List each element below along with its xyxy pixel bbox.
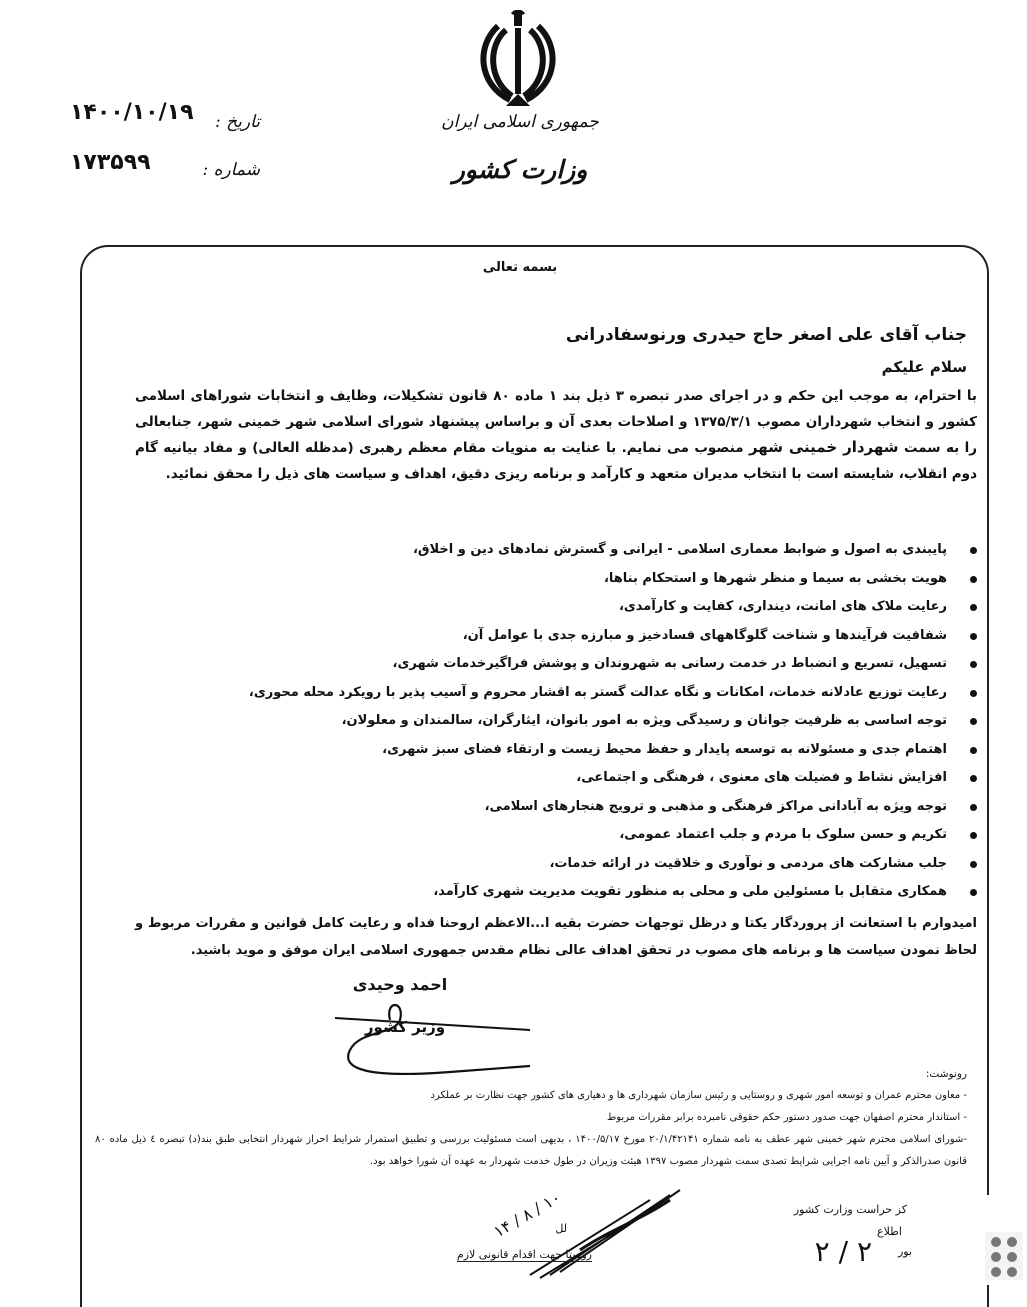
cc-item: - معاون محترم عمران و توسعه امور شهری و روستایی و رئیس سازمان شهرداری ها و دهیاری های کشور جهت نظارت بر عملکرد [430, 1090, 967, 1101]
letter-body [135, 384, 977, 487]
bullet-icon [970, 804, 977, 811]
list-item: همکاری متقابل با مسئولین ملی و محلی به منظور تقویت مدیریت شهری کارآمد، [150, 878, 977, 907]
stamp-security-line: کز حراست وزارت کشور [793, 1203, 907, 1216]
bullet-icon [970, 633, 977, 640]
list-item: توجه ویژه به آبادانی مراکز فرهنگی و مذهبی و ترویج هنجارهای اسلامی، [150, 793, 977, 822]
list-item: افزایش نشاط و فضیلت های معنوی ، فرهنگی و اجتماعی، [150, 764, 977, 793]
body-part-2: منصوب می نمایم. با عنایت به منویات مقام معظم رهبری (مدظله العالی) و مفاد بیانیه گام دوم انقلاب، شایسته است با انتخاب مدیران متعهد و کارآمد و برنامه ریزی دقیق، اهداف و سیاست های ذیل را محقق نمائید. [135, 440, 977, 482]
bullet-icon [970, 747, 977, 754]
greeting: سلام علیکم [881, 358, 967, 376]
bullet-icon [970, 576, 977, 583]
emblem-of-iran-icon [478, 10, 558, 110]
bullet-icon [970, 661, 977, 668]
number-label: شماره : [202, 160, 260, 180]
list-item: توجه اساسی به ظرفیت جوانان و رسیدگی ویژه به امور بانوان، ایثارگران، سالمندان و معلولان، [150, 707, 977, 736]
handwritten-date: ۱۰ / ۸ / ۱۴ [490, 1187, 564, 1242]
bullet-icon [970, 604, 977, 611]
legal-action-note: روستا جهت اقدام قانونی لازم [456, 1248, 592, 1261]
basmala: بسمه تعالی [482, 260, 558, 275]
addressee: جناب آقای علی اصغر حاج حیدری ورنوسفادرانی [565, 325, 967, 345]
date-value: ۱۴۰۰/۱۰/۱۹ [70, 100, 194, 125]
bullet-icon [970, 690, 977, 697]
ministry-line: وزارت کشور [452, 155, 588, 184]
number-value: ۱۷۳۵۹۹ [70, 150, 151, 175]
grid-dots-icon[interactable] [985, 1232, 1023, 1280]
bullet-icon [970, 718, 977, 725]
list-item: تسهیل، تسریع و انضباط در خدمت رسانی به شهروندان و پوشش فراگیرخدمات شهری، [150, 650, 977, 679]
closing-paragraph: امیدوارم با استعانت از پروردگار یکتا و درظل توجهات حضرت بقیه ا...الاعظم اروحنا فداه و رعایت کامل قوانین و مقررات مربوط و لحاظ نمودن سیاست ها و برنامه های مصوب در تحقق اهداف عالی نظام مقدس جمهوری اسلامی ایران موفق و موید باشید. [135, 916, 977, 958]
policy-list [150, 536, 977, 907]
list-item: تکریم و حسن سلوک با مردم و جلب اعتماد عمومی، [150, 821, 977, 850]
list-item: رعایت توزیع عادلانه خدمات، امکانات و نگاه عدالت گستر به اقشار محروم و آسیب پذیر با رویکرد محله محوری، [150, 679, 977, 708]
stamp-info-line: اطلاع [877, 1225, 902, 1238]
bullet-icon [970, 547, 977, 554]
bullet-icon [970, 861, 977, 868]
signer-title: وزیر کشور [364, 1018, 446, 1036]
date-label: تاریخ : [215, 112, 260, 132]
body-part-1: با احترام، به موجب این حکم و در اجرای صدر تبصره ۳ ذیل بند ۱ ماده ۸۰ قانون تشکیلات، وظایف و انتخابات شوراهای اسلامی کشور و انتخاب شهرداران مصوب ۱۳۷۵/۳/۱ و اصلاحات بعدی آن و براساس پیشنهاد شورای اسلامی شهر خمینی شهر، جنابعالی را به سمت [135, 388, 978, 456]
stamp-fragment: لل [555, 1222, 567, 1235]
page-number: ۲ / ۲ [814, 1235, 872, 1268]
list-item: جلب مشارکت های مردمی و نوآوری و خلاقیت در ارائه خدمات، [150, 850, 977, 879]
cc-item: - استاندار محترم اصفهان جهت صدور دستور حکم حقوقی نامبرده برابر مقررات مربوط [606, 1112, 967, 1123]
cc-item: -شورای اسلامی محترم شهر خمینی شهر عطف به نامه شماره ۲۰/۱/۴۲۱۴۱ مورخ ۱۴۰۰/۵/۱۷ ، بدیهی است مسئولیت بررسی و تطبیق استمرار شرایط احراز شهردار انتخابی طبق بند(د) تبصره ٤ ذیل ماده ۸۰ قانون صدرالذکر و آیین نامه اجرایی شرایط تصدی سمت شهردار مصوب ۱۳۹۷ هیئت وزیران در طول خدمت شهردار به عهده آن شورا خواهد بود. [95, 1134, 968, 1167]
stamp-line-3: بور [897, 1245, 912, 1258]
list-item: پایبندی به اصول و ضوابط معماری اسلامی - ایرانی و گسترش نمادهای دین و اخلاق، [150, 536, 977, 565]
bullet-icon [970, 832, 977, 839]
bullet-icon [970, 889, 977, 896]
list-item: اهتمام جدی و مسئولانه به توسعه پایدار و حفظ محیط زیست و ارتقاء فضای سبز شهری، [150, 736, 977, 765]
list-item: رعایت ملاک های امانت، دینداری، کفایت و کارآمدی، [150, 593, 977, 622]
list-item: شفافیت فرآیندها و شناخت گلوگاههای فسادخیز و مبارزه جدی با عوامل آن، [150, 622, 977, 651]
list-item: هویت بخشی به سیما و منظر شهرها و استحکام بناها، [150, 565, 977, 594]
republic-line: جمهوری اسلامی ایران [441, 112, 599, 132]
cc-title: رونوشت: [925, 1068, 967, 1080]
cc-list [95, 1085, 967, 1173]
body-highlight: شهردار خمینی شهر [748, 438, 899, 456]
bullet-icon [970, 775, 977, 782]
signer-name: احمد وحیدی [352, 975, 448, 994]
